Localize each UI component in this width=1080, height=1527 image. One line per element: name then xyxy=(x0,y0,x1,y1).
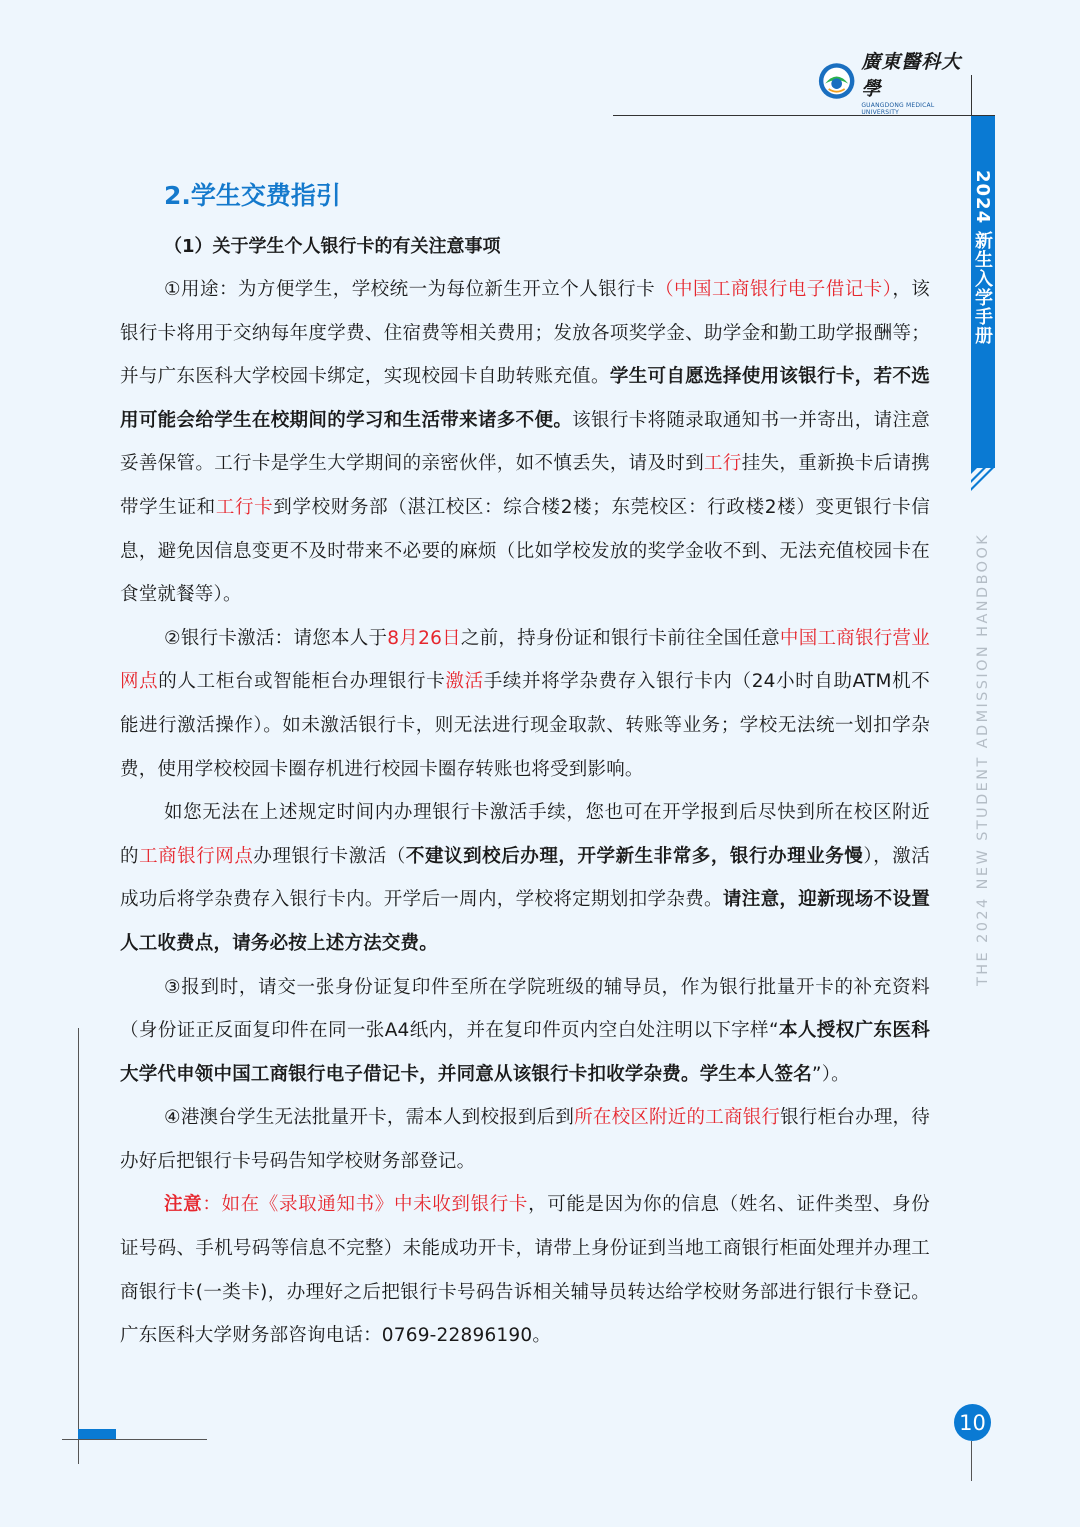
text: ②银行卡激活：请您本人于 xyxy=(164,627,388,649)
page-number-line xyxy=(971,1441,972,1481)
paragraph-registration xyxy=(120,966,930,1097)
text: 之前，持身份证和银行卡前往全国任意 xyxy=(460,627,780,649)
highlight-text: 工商银行网点 xyxy=(139,845,254,867)
side-band-stripes xyxy=(971,444,995,504)
footer-accent-bar xyxy=(78,1429,116,1439)
paragraph-late-activation xyxy=(120,791,930,965)
bold-text: 本人授权广东医科大学代申领中国工商银行电子借记卡，并同意从该银行卡扣收学杂费。学生本人签名 xyxy=(120,1020,930,1085)
text: 到学校财务部（湛江校区：综合楼2楼；东莞校区：行政楼2楼）变更银行卡信息，避免因信息变更不及时带来不必要的麻烦（比如学校发放的奖学金收不到、无法充值校园卡在食堂就餐等）。 xyxy=(120,496,930,606)
text: ，该银行卡将用于交纳每年度学费、住宿费等相关费用；发放各项奖学金、助学金和勤工助学报酬等；并与广东医科大学校园卡绑定，实现校园卡自助转账充值。 xyxy=(120,279,930,388)
text: 挂失，重新换卡后请携带学生证和 xyxy=(120,453,930,518)
header-vertical-divider xyxy=(971,75,972,115)
text: 该银行卡将随录取通知书一并寄出，请注意妥善保管。工行卡是学生大学期间的亲密伙伴，如不慎丢失，请及时到 xyxy=(120,409,930,475)
highlight-date: 8月26日 xyxy=(387,627,461,649)
highlight-text: 激活 xyxy=(445,671,484,693)
university-emblem-icon xyxy=(818,60,855,102)
bold-text: 不建议到校后办理，开学新生非常多，银行办理业务慢 xyxy=(405,845,864,867)
text: ”）。 xyxy=(811,1063,850,1085)
footer-horizontal-line xyxy=(62,1439,207,1440)
bold-text: 请注意，迎新现场不设置人工收费点，请务必按上述方法交费。 xyxy=(120,889,930,954)
highlight-text: 工行 xyxy=(704,453,742,475)
logo-chinese-name: 廣東醫科大學 xyxy=(861,50,962,100)
footer-vertical-line xyxy=(78,1028,79,1464)
text: 的人工柜台或智能柜台办理银行卡 xyxy=(158,671,446,693)
sub-title: （1）关于学生个人银行卡的有关注意事项 xyxy=(164,236,501,257)
bold-text: 学生可自愿选择使用该银行卡，若不选用可能会给学生在校期间的学习和生活带来诸多不便。 xyxy=(120,366,931,431)
paragraph-activation xyxy=(120,617,930,791)
text: ④港澳台学生无法批量开卡，需本人到校报到后到 xyxy=(164,1107,575,1129)
paragraph-hk-macau-taiwan xyxy=(120,1096,930,1183)
section-title: 2.学生交费指引 xyxy=(164,181,341,210)
logo-english-name: GUANGDONG MEDICAL UNIVERSITY xyxy=(861,101,935,116)
highlight-text: （中国工商银行电子借记卡） xyxy=(655,279,893,300)
text: 办理银行卡激活（ xyxy=(253,845,406,867)
highlight-text: 所在校区附近的工商银行 xyxy=(574,1107,781,1129)
text: 银行柜台办理，待办好后把银行卡号码告知学校财务部登记。 xyxy=(120,1107,930,1172)
text: 如您无法在上述规定时间内办理银行卡激活手续，您也可在开学报到后尽快到所在校区附近的 xyxy=(120,802,930,867)
page-number: 10 xyxy=(954,1404,991,1441)
paragraph-usage xyxy=(120,268,930,617)
main-content xyxy=(120,176,930,1358)
highlight-text: ：如在《录取通知书》中未收到银行卡 xyxy=(202,1194,529,1216)
text: ，可能是因为你的信息（姓名、证件类型、身份证号码、手机号码等信息不完整）未能成功开卡，请带上身份证到当地工商银行柜面处理并办理工商银行卡(一类卡)，办理好之后把银行卡号码告诉相关辅导员转达给学校财务部进行银行卡登记。广东医科大学财务部咨询电话：0769-22896190。 xyxy=(120,1194,931,1347)
side-english-title: THE 2024 NEW STUDENT ADMISSION HANDBOOK xyxy=(975,532,991,986)
highlight-text: 工行卡 xyxy=(215,496,274,518)
university-logo xyxy=(818,50,968,116)
paragraph-notice xyxy=(120,1183,930,1357)
text: ①用途：为方便学生，学校统一为每位新生开立个人银行卡 xyxy=(164,279,656,300)
header-divider xyxy=(613,115,995,116)
highlight-text: 中国工商银行营业网点 xyxy=(120,627,930,693)
text: ），激活成功后将学杂费存入银行卡内。开学后一周内，学校将定期划扣学杂费。 xyxy=(120,845,930,911)
text: ③报到时，请交一张身份证复印件至所在学院班级的辅导员，作为银行批量开卡的补充资料（身份证正反面复印件在同一张A4纸内，并在复印件页内空白处注明以下字样“ xyxy=(120,976,930,1042)
text: 手续并将学杂费存入银行卡内（24小时自助ATM机不能进行激活操作）。如未激活银行卡，则无法进行现金取款、转账等业务；学校无法统一划扣学杂费，使用学校校园卡圈存机进行校园卡圈存转账也将受到影响。 xyxy=(120,671,931,780)
notice-label: 注意 xyxy=(164,1194,203,1216)
side-handbook-title: 2024 新生入学手册 xyxy=(972,170,993,346)
